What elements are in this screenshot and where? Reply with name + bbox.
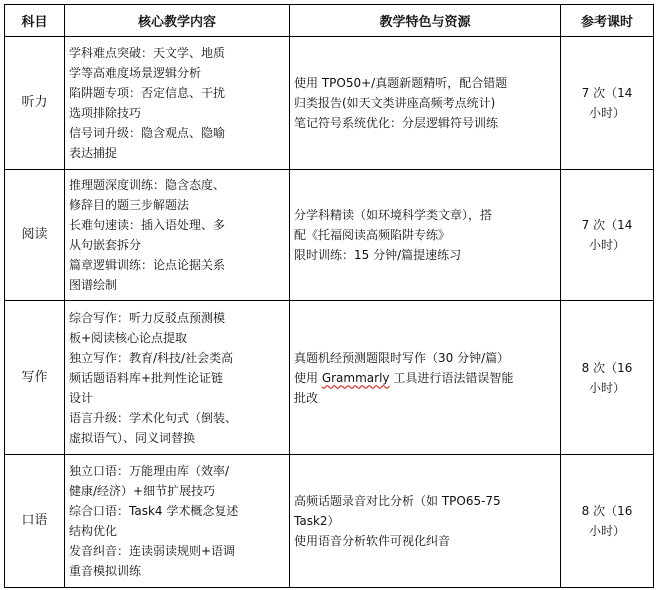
curriculum-table [4, 4, 654, 588]
resource-line: 限时训练：15 分钟/篇提速练习 [294, 248, 462, 262]
subject-cell: 口语 [5, 455, 65, 588]
content-line: 信号词升级：隐含观点、隐喻 [69, 126, 226, 140]
resources-cell [290, 455, 561, 588]
spellcheck-underline: Grammarly [321, 370, 390, 385]
header-content: 核心教学内容 [65, 5, 290, 37]
resource-line: 真题机经预测题限时写作（30 分钟/篇） [294, 350, 510, 365]
content-cell [65, 37, 290, 170]
table-row-speaking [5, 455, 654, 588]
hours-cell [561, 301, 654, 455]
resource-line: 配《托福阅读高频陷阱专练》 [294, 228, 451, 242]
hours-cell [561, 37, 654, 170]
header-row [5, 5, 654, 37]
content-line: 学等高难度场景逻辑分析 [69, 66, 202, 80]
content-line: 长难句速读：插入语处理、多 [69, 218, 226, 232]
hours-cell [561, 455, 654, 588]
content-line: 综合口语：Task4 学术概念复述 [69, 504, 239, 518]
hours-line: 7 次（14 [581, 218, 633, 232]
table-row-writing [5, 301, 654, 455]
content-line: 表达捕捉 [69, 146, 118, 160]
hours-line: 8 次（16 [581, 360, 633, 375]
hours-line: 8 次（16 [581, 504, 633, 518]
content-line: 选项排除技巧 [69, 106, 142, 120]
header-subject: 科目 [5, 5, 65, 37]
hours-line: 7 次（14 [581, 86, 633, 100]
content-cell [65, 170, 290, 301]
header-resources: 教学特色与资源 [290, 5, 561, 37]
hours-cell [561, 170, 654, 301]
subject-cell: 阅读 [5, 170, 65, 301]
content-line: 从句嵌套拆分 [69, 238, 142, 252]
content-line: 篇章逻辑训练：论点论据关系 [69, 258, 226, 272]
resource-line: 使用语音分析软件可视化纠音 [294, 534, 451, 548]
resource-line: 高频话题录音对比分析（如 TPO65-75 [294, 494, 501, 508]
content-line: 陷阱题专项：否定信息、干扰 [69, 86, 226, 100]
content-cell [65, 301, 290, 455]
content-line: 结构优化 [69, 524, 118, 538]
resource-line: 归类报告(如天文类讲座高频考点统计) [294, 96, 496, 110]
content-line: 修辞目的题三步解题法 [69, 198, 190, 212]
subject-cell: 写作 [5, 301, 65, 455]
hours-line: 小时） [588, 524, 625, 538]
content-line: 重音模拟训练 [69, 564, 142, 578]
resource-line: 分学科精读（如环境科学类文章），搭 [294, 208, 493, 222]
content-line: 独立写作：教育/科技/社会类高 [69, 350, 234, 365]
resources-cell [290, 301, 561, 455]
header-hours: 参考课时 [561, 5, 654, 37]
resource-line: 使用 Grammarly 工具进行语法错误智能 [294, 370, 514, 385]
content-line: 图谱绘制 [69, 278, 118, 292]
content-line: 健康/经济）+细节扩展技巧 [69, 484, 216, 498]
content-line: 综合写作：听力反驳点预测模 [69, 310, 226, 325]
content-line: 语言升级：学术化句式（倒装、 [69, 410, 238, 425]
content-line: 学科难点突破：天文学、地质 [69, 46, 226, 60]
table-row-listening [5, 37, 654, 170]
content-line: 频话题语料库+批判性论证链 [69, 370, 224, 385]
hours-line: 小时） [588, 380, 625, 395]
content-line: 独立口语：万能理由库（效率/ [69, 464, 230, 478]
hours-line: 小时） [588, 238, 625, 252]
resources-cell [290, 170, 561, 301]
hours-line: 小时） [588, 106, 625, 120]
subject-cell: 听力 [5, 37, 65, 170]
content-line: 设计 [69, 390, 94, 405]
content-line: 虚拟语气）、同义词替换 [69, 430, 196, 445]
resource-line: 笔记符号系统优化：分层逻辑符号训练 [294, 116, 499, 130]
table-row-reading [5, 170, 654, 301]
content-line: 推理题深度训练：隐含态度、 [69, 178, 226, 192]
content-line: 发音纠音：连读弱读规则+语调 [69, 544, 236, 558]
resource-line: 批改 [294, 390, 319, 405]
content-line: 板+阅读核心论点提取 [69, 330, 188, 345]
content-cell [65, 455, 290, 588]
resource-line: Task2） [294, 514, 340, 528]
resource-line: 使用 TPO50+/真题新题精听，配合错题 [294, 76, 508, 90]
resources-cell [290, 37, 561, 170]
